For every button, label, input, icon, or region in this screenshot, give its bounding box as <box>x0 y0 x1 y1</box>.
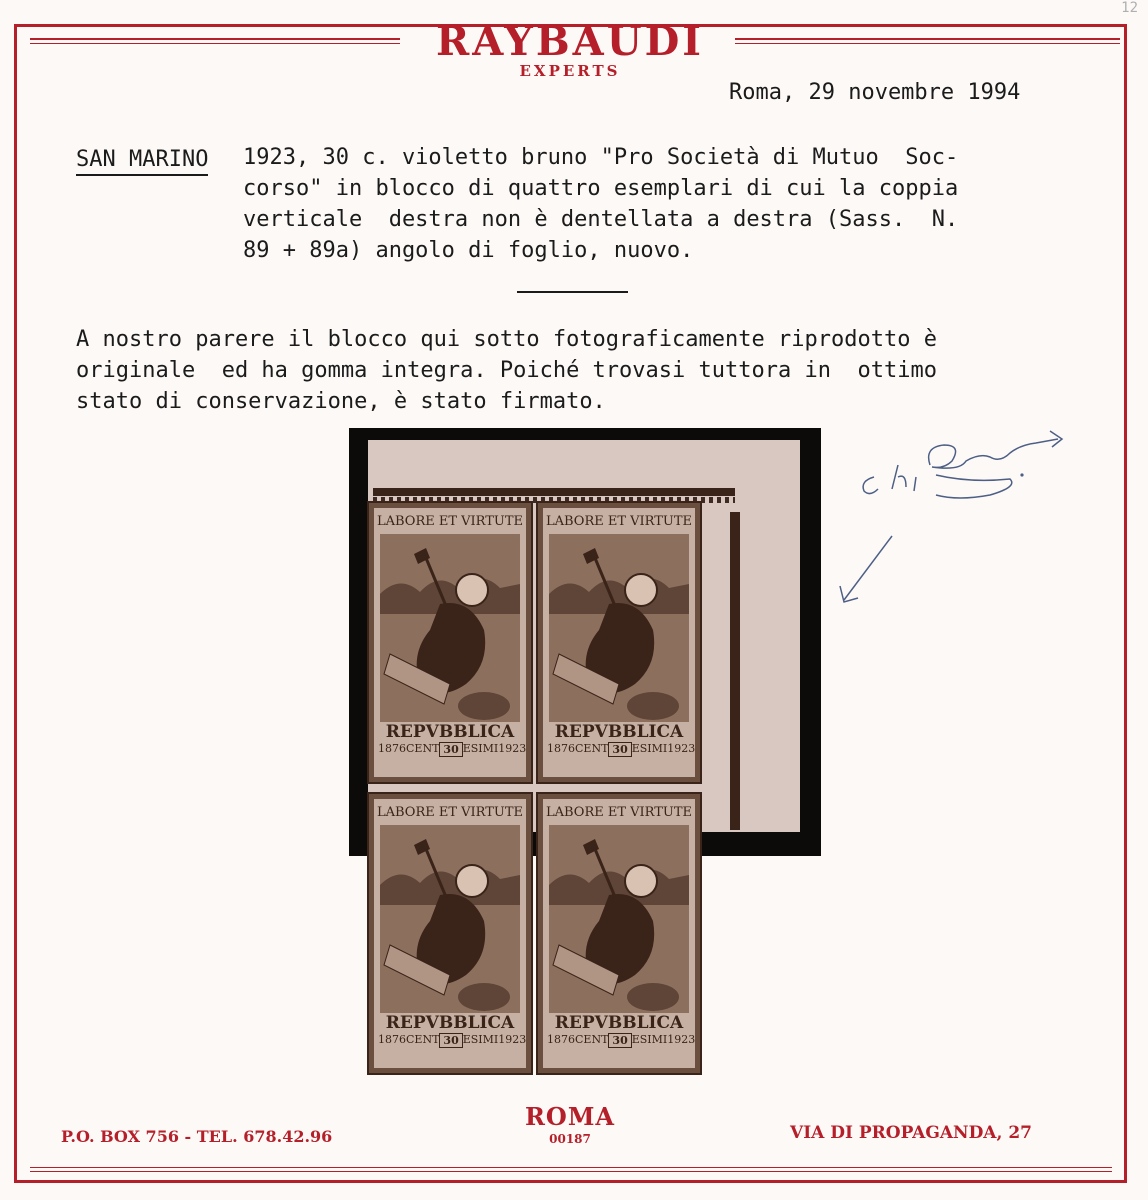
stamp-years-left: 1876 <box>378 742 406 755</box>
certificate-date: Roma, 29 novembre 1994 <box>729 80 1021 105</box>
stamp-cent: CENT <box>406 742 440 755</box>
brand-subtitle: EXPERTS <box>519 62 621 80</box>
stamp-years-left: 1876 <box>547 742 575 755</box>
stamp-esimi: ESIMI <box>631 1033 668 1046</box>
header-rule-right <box>735 38 1120 44</box>
stamp-years-right: 1923 <box>667 742 696 755</box>
stamp-block-photo <box>349 428 821 1047</box>
sheet-margin-bar <box>730 512 740 830</box>
expert-signature <box>840 425 1090 505</box>
stamp-esimi: ESIMI <box>462 1033 499 1046</box>
stamp-description: 1923, 30 c. violetto bruno "Pro Società di Mutuo Soc- corso" in blocco di quattro esemplari di cui la coppia verticale destra non è dentellata a destra (Sass. N. 89 + 89a) angolo di foglio, nuovo. <box>243 145 959 263</box>
stamp-paper <box>374 508 526 777</box>
country-label: SAN MARINO <box>76 147 208 176</box>
stamp-paper <box>374 799 526 1068</box>
stamp-motto: LABORE ET VIRTUTE <box>376 805 524 820</box>
stamp-value: 30 <box>439 1033 462 1048</box>
stamp-vignette <box>549 534 689 722</box>
arrow-mark <box>836 530 906 610</box>
footer-rule <box>30 1167 1112 1172</box>
stamp-vignette <box>380 534 520 722</box>
stamp <box>536 501 702 784</box>
sheet-top-bar <box>373 488 735 496</box>
stamp-years-right: 1923 <box>498 742 527 755</box>
brand-title: RAYBAUDI <box>436 18 704 65</box>
footer-city: ROMA <box>524 1102 616 1131</box>
stamp-cent: CENT <box>575 1033 609 1046</box>
stamp-years-right: 1923 <box>498 1033 527 1046</box>
stamp-value: 30 <box>439 742 462 757</box>
stamp-value: 30 <box>608 1033 631 1048</box>
stamp-paper <box>543 799 695 1068</box>
stamp-years-left: 1876 <box>378 1033 406 1046</box>
stamp-motto: LABORE ET VIRTUTE <box>376 514 524 529</box>
corner-note: 12 <box>1121 0 1138 16</box>
stamp <box>367 792 533 1075</box>
stamp-country: REPVBBLICA <box>385 1013 515 1033</box>
stamp <box>536 792 702 1075</box>
stamp-motto: LABORE ET VIRTUTE <box>545 805 693 820</box>
stamp-cent: CENT <box>575 742 609 755</box>
stamp-country: REPVBBLICA <box>554 1013 684 1033</box>
expert-opinion: A nostro parere il blocco qui sotto fotograficamente riprodotto è originale ed ha gomma integra. Poiché trovasi tuttora in ottimo stato di conservazione, è stato firmato. <box>76 327 937 414</box>
stamp-esimi: ESIMI <box>631 742 668 755</box>
stamp-bottom-row <box>374 1033 526 1048</box>
stamp-bottom-row <box>374 742 526 757</box>
footer-zip: 00187 <box>549 1132 591 1146</box>
stamp-esimi: ESIMI <box>462 742 499 755</box>
stamp-vignette <box>549 825 689 1013</box>
stamp-bottom-row <box>543 742 695 757</box>
stamp-years-right: 1923 <box>667 1033 696 1046</box>
section-divider <box>517 291 628 293</box>
stamp-cent: CENT <box>406 1033 440 1046</box>
header-rule-left <box>30 38 400 44</box>
stamp-bottom-row <box>543 1033 695 1048</box>
stamp-paper <box>543 508 695 777</box>
footer-contact: P.O. BOX 756 - TEL. 678.42.96 <box>61 1127 333 1146</box>
stamp-country: REPVBBLICA <box>554 722 684 742</box>
stamp-years-left: 1876 <box>547 1033 575 1046</box>
stamp-vignette <box>380 825 520 1013</box>
stamp <box>367 501 533 784</box>
stamp-value: 30 <box>608 742 631 757</box>
stamp-country: REPVBBLICA <box>385 722 515 742</box>
footer-address: VIA DI PROPAGANDA, 27 <box>790 1123 1032 1143</box>
stamp-motto: LABORE ET VIRTUTE <box>545 514 693 529</box>
